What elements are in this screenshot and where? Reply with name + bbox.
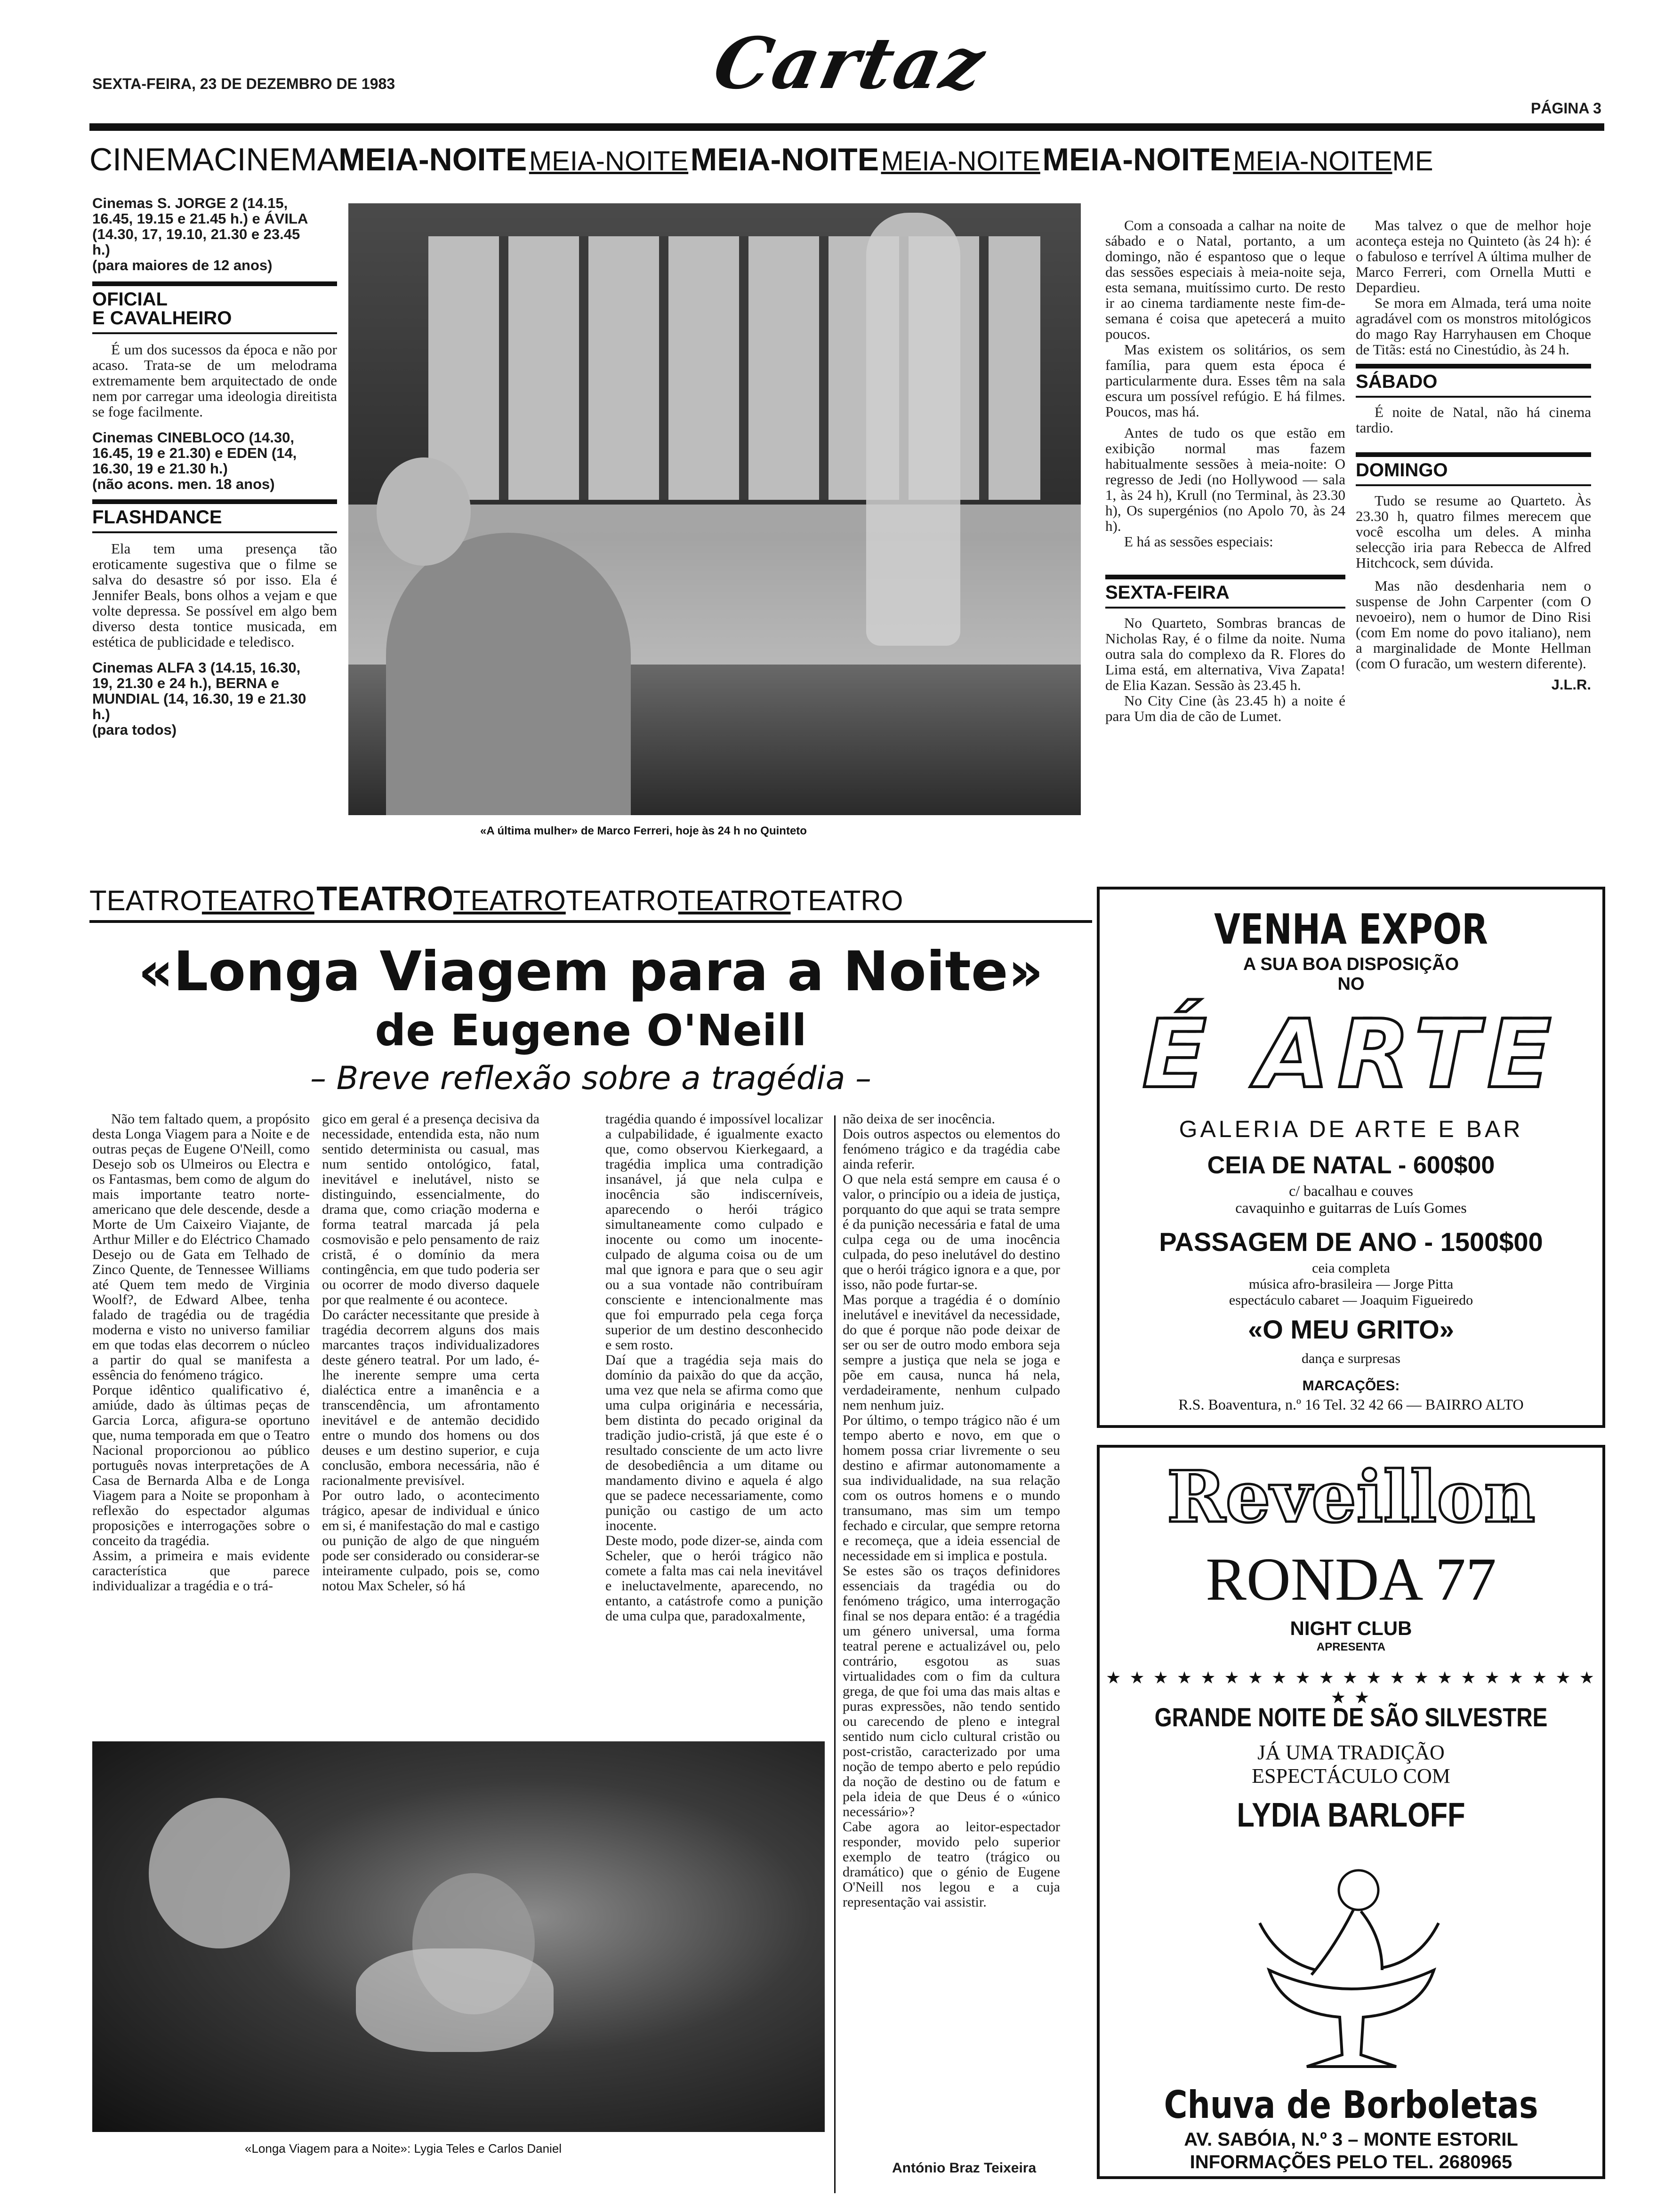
banner-word: TEATRO [678, 885, 791, 916]
signature-jlr: J.L.R. [1551, 676, 1591, 693]
theatre-photo [92, 1741, 825, 2132]
banner-word: TEATRO [790, 885, 903, 916]
issue-date: SEXTA-FEIRA, 23 DE DEZEMBRO DE 1983 [92, 75, 395, 92]
ad2-apresenta: APRESENTA [1316, 1641, 1386, 1653]
section-rule [1356, 484, 1591, 486]
para-rebecca: Tudo se resume ao Quarteto. Às 23.30 h, quatro filmes merecem que você escolha um deles. A minha selecção iria para Rebecca de Alfred Hitchcock, sem dúvida. [1356, 492, 1591, 571]
heading-oficial: OFICIAL E CAVALHEIRO [92, 289, 232, 329]
para-city-cine: No City Cine (às 23.45 h) a noite é para Um dia de cão de Lumet. [1105, 692, 1345, 724]
para-solitarios: Mas existem os solitários, os sem família, para quem esta época é particularmente dura. Esses têm na sala escura um possível refúgio. E há filmes. Poucos, mas há. [1105, 341, 1345, 420]
ad1-line3: NO [1337, 974, 1365, 994]
listing-oficial: Cinemas CINEBLOCO (14.30, 16.45, 19 e 21.30) e EDEN (14, 16.30, 19 e 21.30 h.) (não acons. men. 18 anos) [92, 429, 297, 492]
para-quarteto: No Quarteto, Sombras brancas de Nicholas Ray, é o filme da noite. Numa outra sala do complexo da R. Flores do Lima está, em alternativa, Viva Zapata! de Elia Kazan. Sessão às 23.45 h. [1105, 615, 1345, 693]
ad1-ceia-completa: ceia completa [1312, 1260, 1390, 1276]
review-flashdance: Ela tem uma presença tão eroticamente sugestiva que o filme se salva do desastre só por isso. Ela é Jennifer Beals, bons olhos a vejam e que volte depressa. Se possível em algo bem diverso desta tontice musicada, em estética de publicidade e telediscо. [92, 540, 337, 650]
ad1-marcacoes: MARCAÇÕES: [1302, 1378, 1400, 1394]
page-number: PÁGINA 3 [1531, 100, 1601, 117]
ad2-reveillon: Reveillon [1166, 1456, 1536, 1539]
section-rule [1105, 607, 1345, 609]
dancer-in-glass-illustration [1241, 1852, 1462, 2074]
para-sessoes: Antes de tudo os que estão em exibição normal mas fazem habitualmente sessões à meia-noite: O regresso de Jedi (no Hollywood — sala 1, às 24 h), Krull (no Terminal, às 23.30 h), Os supergénios (no Apolo 70, às 24 h). [1105, 425, 1345, 534]
banner-word: TEATRO [201, 885, 314, 916]
ad2-phone: INFORMAÇÕES PELO TEL. 2680965 [1190, 2152, 1512, 2172]
banner-word: MEIA-NOITE [338, 142, 527, 177]
section-rule [92, 332, 337, 334]
ad2-lydia-barloff: LYDIA BARLOFF [1237, 1796, 1465, 1834]
banner-word: TEATRO [89, 885, 202, 916]
para-carpenter: Mas não desdenharia nem o suspense de John Carpenter (com O nevoeiro), nem o humor de Dino Risi (com Em nome do povo italiano), nem a marginalidade de Monte Hellman (com O furacão, um western diferente). [1356, 577, 1591, 672]
section-rule [1356, 396, 1591, 398]
section-rule [1105, 575, 1345, 579]
ad1-passagem: PASSAGEM DE ANO - 1500$00 [1159, 1227, 1543, 1257]
ad-e-arte [1097, 887, 1605, 1428]
article-col-2: gico em geral é a presença decisiva da necessidade, entendida esta, não num sentido determinista ou casual, mas num sentido ontológico, fatal, inevitável e inelutável, nisto se distinguindo, essencialmente, do drama que, como criação moderna e forma teatral marcada já pela cosmovisão e pelo pensamento de raiz cristã, é o domínio da mera contingência, em que tudo poderia ser ou ocorrer de modo diverso daquele por que realmente é ou acontece. Do carácter necessitante que preside à tragédia decorrem alguns dos mais marcantes traços individualizadores deste género teatral. Por um lado, é-lhe inerente sempre uma certa dialéctica entre a imanência e a transcendência, um afrontamento inevitável e de antemão decidido entre o mundo dos homens ou dos deuses e um destino superior, e cuja conclusão, embora necessária, não é racionalmente previsível. Por outro lado, o acontecimento trágico, apesar de individual e único em si, é manifestação do mal e castigo ou punição de algo de que ninguém pode ser considerado ou considerar-se inteiramente culpado, pois se, como notou Max Scheler, só há [322, 1111, 539, 1594]
cartaz-logo: Cartaz [707, 22, 993, 105]
heading-domingo: DOMINGO [1356, 460, 1448, 481]
listing-flashdance: Cinemas ALFA 3 (14.15, 16.30, 19, 21.30 e 24 h.), BERNA e MUNDIAL (14, 16.30, 19 e 21.30 h.) (para todos) [92, 659, 306, 738]
child-figure [377, 457, 471, 566]
ad1-line2: A SUA BOA DISPOSIÇÃO [1243, 954, 1459, 974]
banner-word: MEIA-NOITE [881, 146, 1040, 176]
standing-woman-figure [866, 213, 960, 646]
banner-word: MEIA-NOITE [529, 146, 689, 176]
ad1-meu-grito: «O MEU GRITO» [1248, 1314, 1454, 1344]
cinema-listings-left [92, 195, 337, 737]
banner-word: ME [1392, 146, 1433, 176]
article-col-4: não deixa de ser inocência. Dois outros aspectos ou elementos do fenómeno trágico e da tragédia cabe ainda referir. O que nela está sempre em causa é o valor, o princípio ou a ideia de justiça, porquanto do que aqui se trata sempre é da punição necessária e fatal de uma culpa cega ou de uma inocência culpada, do peso inelutável do destino que o herói trágico ignora e a que, por isso, não pode furtar-se. Mas porque a tragédia é o domínio inelutável e inevitável da necessidade, do que é porque não pode deixar de ser ou ser de outro modo embora seja sempre a justiça que nela se joga e põe em causa, nunca há nela, verdadeiramente, nenhum culpado nem nenhum juiz. Por último, o tempo trágico não é um tempo aberto e novo, em que o homem possa criar livremente o seu destino e afirmar autonomamente a sua individualidade, na sua relação com os outros homens e o mundo transumano, mas sim um tempo fechado e circular, que sempre retorna e recomeça, que a ideia essencial de necessidade em si implica e postula. Se estes são os traços definidores essenciais da tragédia ou do fenómeno trágico, uma interrogação final se nos depara então: é a tragédia um género universal, uma forma teatral perene e actualizável ou, pelo contrário, esgotou as suas virtualidades com o fim da cultura grega, de que foi uma das mais altas e puras expressões, não tendo sentido ou carecendo de pleno e integral sentido num ciclo cultural cristão ou post-cristão, caracterizado por uma noção de tempo aberto e pelo repúdio da noção de destino ou de fatum e pela ideia de que Deus é o «único necessário»? Cabe agora ao leitor-espectador responder, movido pelo superior exemplo de teatro (trágico ou dramático) que o génio de Eugene O'Neill nos legou e a cuja representação vai assistir. [843, 1111, 1060, 1910]
para-especiais: E há as sessões especiais: [1124, 533, 1273, 550]
banner-word: MEIA-NOITE [1233, 146, 1392, 176]
article-title: «Longa Viagem para a Noite» [138, 940, 1044, 1003]
banner-word: CINEMA [89, 142, 214, 177]
banner-word: MEIA-NOITE [1042, 142, 1231, 177]
ad2-address: AV. SABÓIA, N.º 3 – MONTE ESTORIL [1184, 2129, 1518, 2150]
section-rule [1356, 452, 1591, 457]
ad2-ronda: RONDA 77 [1206, 1546, 1496, 1613]
ad2-stars: ★ ★ ★ ★ ★ ★ ★ ★ ★ ★ ★ ★ ★ ★ ★ ★ ★ ★ ★ ★ ★ ★ ★ [1106, 1668, 1596, 1707]
ad2-espectaculo: ESPECTÁCULO COM [1252, 1764, 1450, 1787]
ad1-ceia: CEIA DE NATAL - 600$00 [1207, 1152, 1495, 1179]
article-col-3: tragédia quando é impossível localizar a culpabilidade, é igualmente exacto que, como observou Kierkegaard, a tragédia implica uma contradição insanável, já que nela culpa e inocência são indiscerníveis, aparecendo o herói trágico simultaneamente como culpado e inocente ou como um inocente-culpado de alguma coisa ou de um mal que ignora e para que o seu agir ou a sua vontade não contribuíram consciente e intencionalmente mas que foi empurrado pela cega força superior de um destino desconhecido e sem rosto. Daí que a tragédia seja mais do domínio da paixão do que da acção, uma vez que nela se afirma como que uma culpa originária e necessária, bem distinta do pecado original da tradição judio-cristã, já que este é o resultado consciente de um acto livre de desobediência a um ditame ou mandamento divino e aquela é algo que se padece necessariamente, como punição ou castigo de um acto inocente. Deste modo, pode dizer-se, ainda com Scheler, que o herói trágico não comete a falta mas cai nela inevitável e ineluctavelmente, aparecendo, no entanto, a catástrofe como a punição de uma culpa que, paradoxalmente, [605, 1111, 823, 1624]
ad1-address: R.S. Boaventura, n.º 16 Tel. 32 42 66 — BAIRRO ALTO [1178, 1396, 1524, 1413]
ad1-bacalhau: c/ bacalhau e couves [1289, 1182, 1413, 1199]
ad2-tradicao: JÁ UMA TRADIÇÃO [1257, 1741, 1445, 1764]
column-rule [834, 1115, 836, 2193]
cinema-column-right [1356, 217, 1591, 692]
banner-word: CINEMA [214, 142, 338, 177]
para-natal: É noite de Natal, não há cinema tardio. [1356, 404, 1591, 436]
ad1-galeria: GALERIA DE ARTE E BAR [1179, 1116, 1523, 1142]
actress-head [149, 1798, 290, 1948]
heading-sexta-feira: SEXTA-FEIRA [1105, 582, 1230, 603]
section-rule [1356, 364, 1591, 369]
film-still-photo [348, 203, 1081, 815]
man-back-figure [386, 533, 631, 815]
cinema-banner [89, 139, 1604, 180]
masthead-rule [89, 123, 1604, 131]
ad2-sao-silvestre: GRANDE NOITE DE SÃO SILVESTRE [1154, 1702, 1548, 1732]
ad1-cabaret: espectáculo cabaret — Joaquim Figueiredo [1229, 1292, 1473, 1308]
article-author: António Braz Teixeira [892, 2160, 1037, 2176]
banner-word: TEATRO [453, 885, 566, 916]
teatro-rule [89, 920, 1092, 923]
heading-flashdance: FLASHDANCE [92, 507, 222, 528]
cinema-column-middle [1105, 217, 1345, 724]
photo2-caption: «Longa Viagem para a Noite»: Lygia Teles e Carlos Daniel [245, 2141, 562, 2156]
article-deck: – Breve reflexão sobre a tragédia – [310, 1060, 871, 1097]
ad1-headline: VENHA EXPOR [1214, 905, 1488, 954]
review-oficial: É um dos sucessos da época e não por acaso. Trata-se de um melodrama extremamente bem arquitectado de onde nem por carregar uma ideologia direitista se foge facilmente. [92, 341, 337, 420]
ad2-night-club: NIGHT CLUB [1290, 1617, 1412, 1639]
hands [356, 1948, 554, 2052]
section-rule [92, 531, 337, 533]
section-rule [92, 499, 337, 504]
section-rule [92, 281, 337, 286]
article-subtitle: de Eugene O'Neill [375, 1005, 807, 1056]
ad1-brand-logo: É ARTE [1100, 1001, 1602, 1109]
para-ultima-mulher: Mas talvez o que de melhor hoje aconteça esteja no Quinteto (às 24 h): é o fabuloso e terrível A última mulher de Marco Ferreri, com Ornella Mutti e Depardieu. [1356, 217, 1591, 296]
heading-sabado: SÁBADO [1356, 371, 1438, 392]
banner-word: TEATRO [565, 885, 678, 916]
ad1-musica: música afro-brasileira — Jorge Pitta [1248, 1276, 1454, 1292]
teatro-banner [89, 880, 1092, 918]
ad1-cavaquinho: cavaquinho e guitarras de Luís Gomes [1235, 1199, 1467, 1216]
listing-intro: Cinemas S. JORGE 2 (14.15, 16.45, 19.15 e 21.45 h.) e ÁVILA (14.30, 17, 19.10, 21.30 e 23.45 h.) (para maiores de 12 anos) [92, 195, 308, 273]
ad1-danca: dança e surpresas [1302, 1351, 1400, 1366]
banner-word: TEATRO [316, 880, 453, 918]
article-col-1: Não tem faltado quem, a propósito desta Longa Viagem para a Noite e de outras peças de Eugene O'Neill, como Desejo sob os Ulmeiros ou Electra e os Fantasmas, bem como de algum do mais importante teatro norte-americano que dele descende, desde a Morte de Um Caixeiro Viajante, de Arthur Miller e do Eléctrico Chamado Desejo ou de Gata em Telhado de Zinco Quente, de Tennessee Williams até Quem tem medo de Virginia Woolf?, de Edward Albee, tenha falado de tragédia ou de tragédia moderna e visto no universo familiar em que todas elas decorrem o núcleo a partir do qual se manifesta a essência do fenómeno trágico. Porque idêntico qualificativo é, amiúde, dado às últimas peças de Garcia Lorca, afigura-se oportuno que, numa temporada em que o Teatro Nacional proporcionou ao público português novas interpretações de A Casa de Bernarda Alba e de Longa Viagem para a Noite se proponham à reflexão do espectador algumas proposições e interrogações sobre o conceito da tragédia. Assim, a primeira e mais evidente característica que parece individualizar a tragédia e o trá- [92, 1111, 310, 1594]
ad-ronda-77 [1097, 1445, 1605, 2179]
para-almada: Se mora em Almada, terá uma noite agradável com os monstros mitológicos do mago Ray Harryhausen em Choque de Titãs: está no Cinestúdio, às 24 h. [1356, 295, 1591, 358]
photo1-caption: «A última mulher» de Marco Ferreri, hoje às 24 h no Quinteto [480, 825, 807, 837]
ad2-chuva-borboletas: Chuva de Borboletas [1164, 2083, 1538, 2127]
para-consoada: Com a consoada a calhar na noite de sábado e o Natal, portanto, a um domingo, não é espantoso que o leque das sessões especiais à meia-noite seja, esta semana, muitíssimo curto. De resto ir ao cinema tardiamente neste fim-de-semana é coisa que apetecerá a muito poucos. [1105, 217, 1345, 342]
banner-word: MEIA-NOITE [690, 142, 879, 177]
